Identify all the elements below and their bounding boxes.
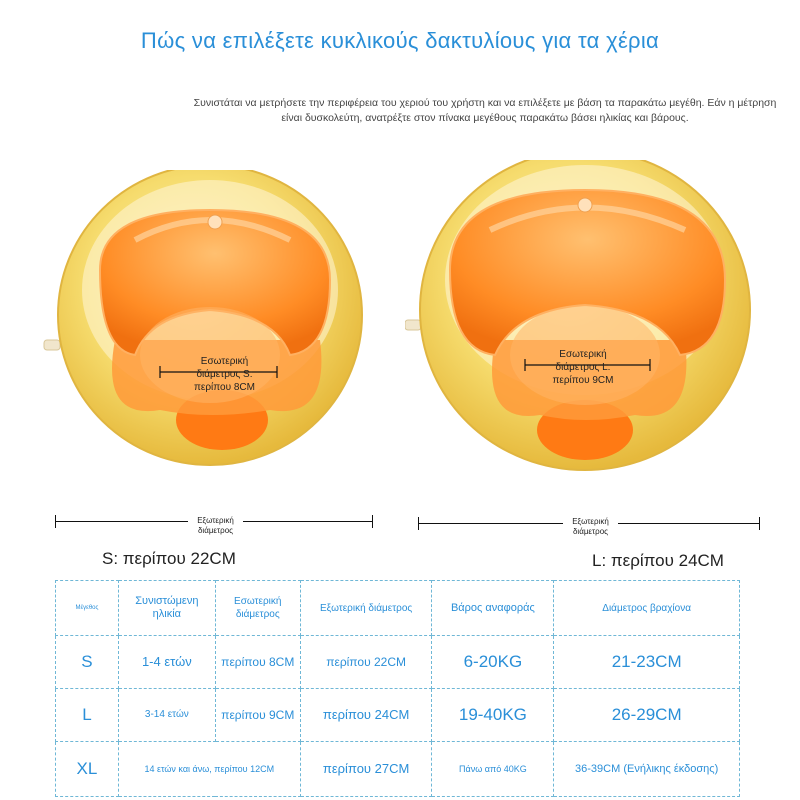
small-outer-diameter-label: Εξωτερική διάμετρος [188,516,243,536]
page-title: Πώς να επιλέξετε κυκλικούς δακτυλίους για τα χέρια [140,28,660,53]
size-table [55,580,740,797]
row-size: XL [56,742,119,797]
header-size: Μέγεθος [56,581,119,636]
row-inner-diameter: περίπου 8CM [215,636,300,689]
row-outer-diameter: περίπου 22CM [300,636,432,689]
row-weight: 19-40KG [432,689,554,742]
small-inner-diameter-label: Εσωτερική διάμετρος S: περίπου 8CM [194,356,255,393]
header-arm-diameter: Διάμετρος βραχίονα [554,581,740,636]
large-size-caption: L: περίπου 24CM [592,551,724,570]
row-weight: Πάνω από 40KG [432,742,554,797]
row-arm-diameter: 21-23CM [554,636,740,689]
intro-text: Συνιστάται να μετρήσετε την περιφέρεια του χεριού του χρήστη και να επιλέξετε με βάση τα παρακάτω μεγέθη. Εάν η μέτρηση είναι δυσκολεύτη, ανατρέξτε στον πίνακα μεγέθους παρακάτω βάσει ηλικίας και βάρους. [193,97,777,124]
large-outer-diameter-label: Εξωτερική διάμετρος [563,517,618,537]
row-inner-diameter: περίπου 9CM [215,689,300,742]
row-size: L [56,689,119,742]
header-outer-diameter: Εξωτερική διάμετρος [300,581,432,636]
row-age: 1-4 ετών [118,636,215,689]
row-outer-diameter: περίπου 24CM [300,689,432,742]
large-ring-photo [405,160,765,480]
row-age: 3-14 ετών [118,689,215,742]
table-row [56,689,740,742]
row-outer-diameter: περίπου 27CM [300,742,432,797]
row-weight: 6-20KG [432,636,554,689]
small-ring-photo [40,170,380,480]
header-inner-diameter: Εσωτερική διάμετρος [215,581,300,636]
header-weight: Βάρος αναφοράς [432,581,554,636]
table-row [56,742,740,797]
table-header-row [56,581,740,636]
row-age-inner-diameter: 14 ετών και άνω, περίπου 12CM [118,742,300,797]
row-arm-diameter: 36-39CM (Ενήλικης έκδοσης) [554,742,740,797]
row-arm-diameter: 26-29CM [554,689,740,742]
small-size-caption: S: περίπου 22CM [102,549,236,568]
large-inner-diameter-label: Εσωτερική διάμετρος L: περίπου 9CM [552,349,614,386]
row-size: S [56,636,119,689]
header-age: Συνιστώμενη ηλικία [118,581,215,636]
table-row [56,636,740,689]
